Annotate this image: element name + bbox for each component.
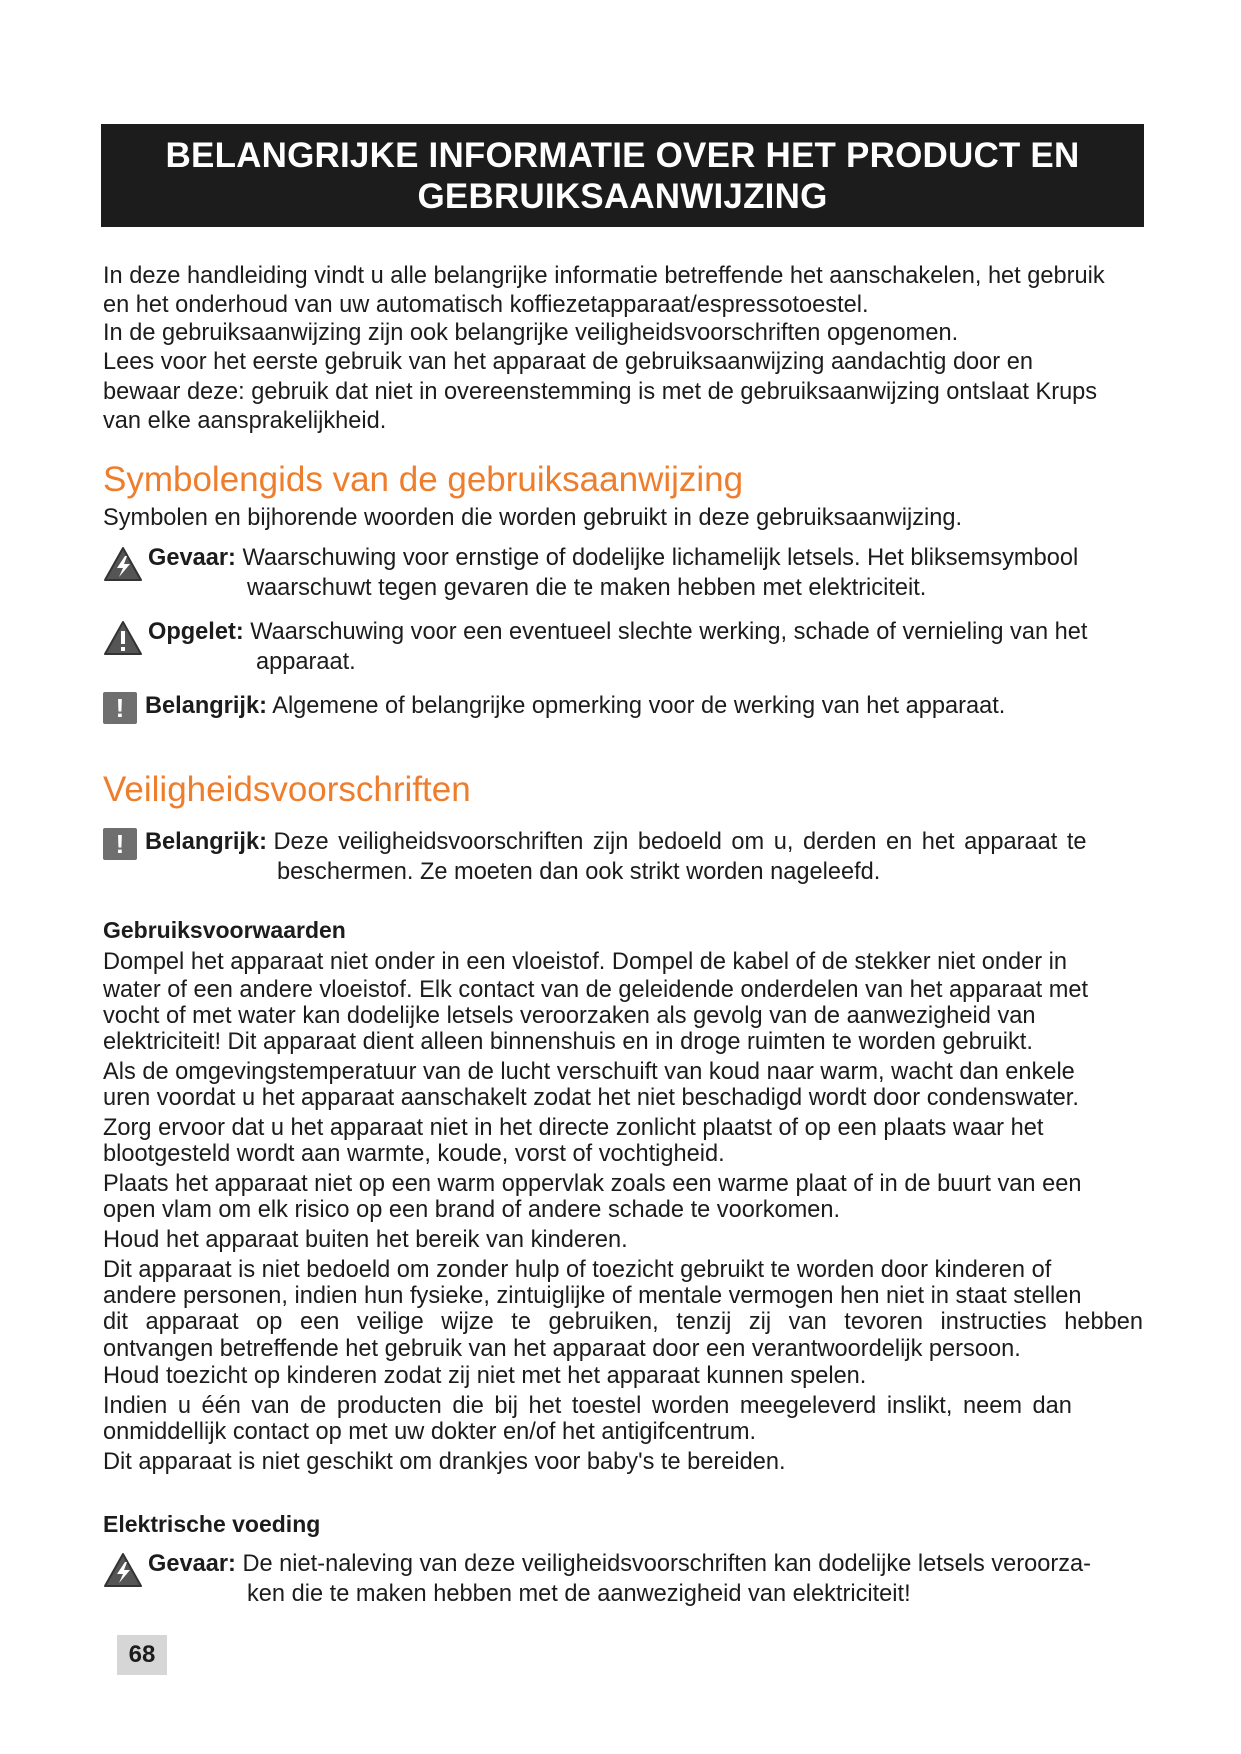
power-danger-item xyxy=(103,1550,1183,1610)
symbols-heading: Symbolengids van de gebruiksaanwijzing xyxy=(103,460,744,499)
lightning-warning-icon xyxy=(103,1552,143,1593)
power-danger-label: Gevaar: xyxy=(148,1551,236,1577)
conditions-line: dit apparaat op een veilige wijze te gebruiken, tenzij zij van tevoren instructies hebben xyxy=(103,1308,1143,1335)
conditions-line: open vlam om elk risico op een brand of andere schade te voorkomen. xyxy=(103,1196,841,1223)
conditions-line: Dompel het apparaat niet onder in een vloeistof. Dompel de kabel of de stekker niet onder in xyxy=(103,949,1068,975)
conditions-line: water of een andere vloeistof. Elk contact van de geleidende onderdelen van het apparaat met xyxy=(103,976,1089,1003)
page-title-line-1: BELANGRIJKE INFORMATIE OVER HET PRODUCT EN xyxy=(165,135,1080,175)
symbols-subtitle: Symbolen en bijhorende woorden die worden gebruikt in deze gebruiksaanwijzing. xyxy=(103,505,963,531)
page-title-banner xyxy=(101,124,1144,227)
symbol-important-item xyxy=(103,692,1183,728)
intro-line: In deze handleiding vindt u alle belangrijke informatie betreffende het aanschakelen, het gebruik xyxy=(103,263,1105,289)
intro-line: Lees voor het eerste gebruik van het apparaat de gebruiksaanwijzing aandachtig door en xyxy=(103,348,1033,375)
symbol-label: Gevaar: xyxy=(148,545,236,571)
conditions-line: uren voordat u het apparaat aanschakelt zodat het niet beschadigd wordt door condenswater. xyxy=(103,1084,1079,1111)
intro-line: In de gebruiksaanwijzing zijn ook belangrijke veiligheidsvoorschriften opgenomen. xyxy=(103,320,959,346)
conditions-line: Zorg ervoor dat u het apparaat niet in het directe zonlicht plaatst of op een plaats waar het xyxy=(103,1114,1044,1141)
power-heading: Elektrische voeding xyxy=(103,1511,321,1537)
conditions-line: Plaats het apparaat niet op een warm oppervlak zoals een warme plaat of in de buurt van een xyxy=(103,1170,1082,1197)
safety-important-label: Belangrijk: xyxy=(145,829,267,855)
conditions-line: onmiddellijk contact op met uw dokter en/of het antigifcentrum. xyxy=(103,1418,757,1445)
intro-paragraph xyxy=(103,262,1183,435)
conditions-line: elektriciteit! Dit apparaat dient alleen binnenshuis en in droge ruimten te worden gebruikt. xyxy=(103,1028,1033,1055)
intro-line: van elke aansprakelijkheid. xyxy=(103,407,387,434)
symbol-label: Belangrijk: xyxy=(145,693,267,719)
exclamation-warning-icon xyxy=(103,620,143,661)
safety-important-text: Deze veiligheidsvoorschriften zijn bedoeld om u, derden en het apparaat te xyxy=(273,829,1087,855)
conditions-line: vocht of met water kan dodelijke letsels veroorzaken als gevolg van de aanwezigheid van xyxy=(103,1002,1036,1029)
safety-important-text-cont: beschermen. Ze moeten dan ook strikt worden nageleefd. xyxy=(277,859,881,885)
page-number: 68 xyxy=(117,1635,167,1675)
safety-important-item xyxy=(103,828,1183,888)
conditions-heading: Gebruiksvoorwaarden xyxy=(103,917,346,943)
symbol-label: Opgelet: xyxy=(148,619,244,645)
conditions-line: Houd toezicht op kinderen zodat zij niet met het apparaat kunnen spelen. xyxy=(103,1362,867,1389)
intro-line: bewaar deze: gebruik dat niet in overeenstemming is met de gebruiksaanwijzing ontslaat Krups xyxy=(103,379,1098,405)
conditions-line: blootgesteld wordt aan warmte, koude, vorst of vochtigheid. xyxy=(103,1140,725,1167)
conditions-paragraphs xyxy=(103,948,1183,1475)
symbol-description: Waarschuwing voor ernstige of dodelijke lichamelijk letsels. Het bliksemsymbool xyxy=(242,545,1079,571)
conditions-line: ontvangen betreffende het gebruik van het apparaat door een verantwoordelijk persoon. xyxy=(103,1335,1021,1362)
power-danger-text-cont: ken die te maken hebben met de aanwezigheid van elektriciteit! xyxy=(247,1581,911,1607)
conditions-line: Indien u één van de producten die bij het toestel worden meegeleverd inslikt, neem dan xyxy=(103,1392,1072,1419)
conditions-line: Dit apparaat is niet bedoeld om zonder hulp of toezicht gebruikt te worden door kinderen of xyxy=(103,1256,1052,1283)
symbol-description-cont: waarschuwt tegen gevaren die te maken hebben met elektriciteit. xyxy=(247,575,927,601)
symbol-caution-item xyxy=(103,618,1183,678)
exclamation-box-icon: ! xyxy=(103,828,137,860)
power-danger-text: De niet-naleving van deze veiligheidsvoorschriften kan dodelijke letsels veroorza- xyxy=(242,1551,1091,1577)
conditions-line: andere personen, indien hun fysieke, zintuiglijke of mentale vermogen hen niet in staat stellen xyxy=(103,1282,1082,1309)
safety-heading: Veiligheidsvoorschriften xyxy=(103,770,471,809)
conditions-line: Als de omgevingstemperatuur van de lucht verschuift van koud naar warm, wacht dan enkele xyxy=(103,1058,1075,1085)
symbol-danger-item xyxy=(103,544,1183,604)
lightning-warning-icon xyxy=(103,546,143,587)
intro-line: en het onderhoud van uw automatisch koffiezetapparaat/espressotoestel. xyxy=(103,291,869,318)
symbol-description: Waarschuwing voor een eventueel slechte werking, schade of vernieling van het xyxy=(250,619,1088,645)
conditions-line: Houd het apparaat buiten het bereik van kinderen. xyxy=(103,1226,628,1253)
exclamation-box-icon: ! xyxy=(103,692,137,724)
symbol-description: Algemene of belangrijke opmerking voor de werking van het apparaat. xyxy=(272,693,1006,719)
conditions-line: Dit apparaat is niet geschikt om drankjes voor baby's te bereiden. xyxy=(103,1448,786,1475)
symbol-description-cont: apparaat. xyxy=(256,649,356,675)
page-title-line-2: GEBRUIKSAANWIJZING xyxy=(417,176,828,216)
